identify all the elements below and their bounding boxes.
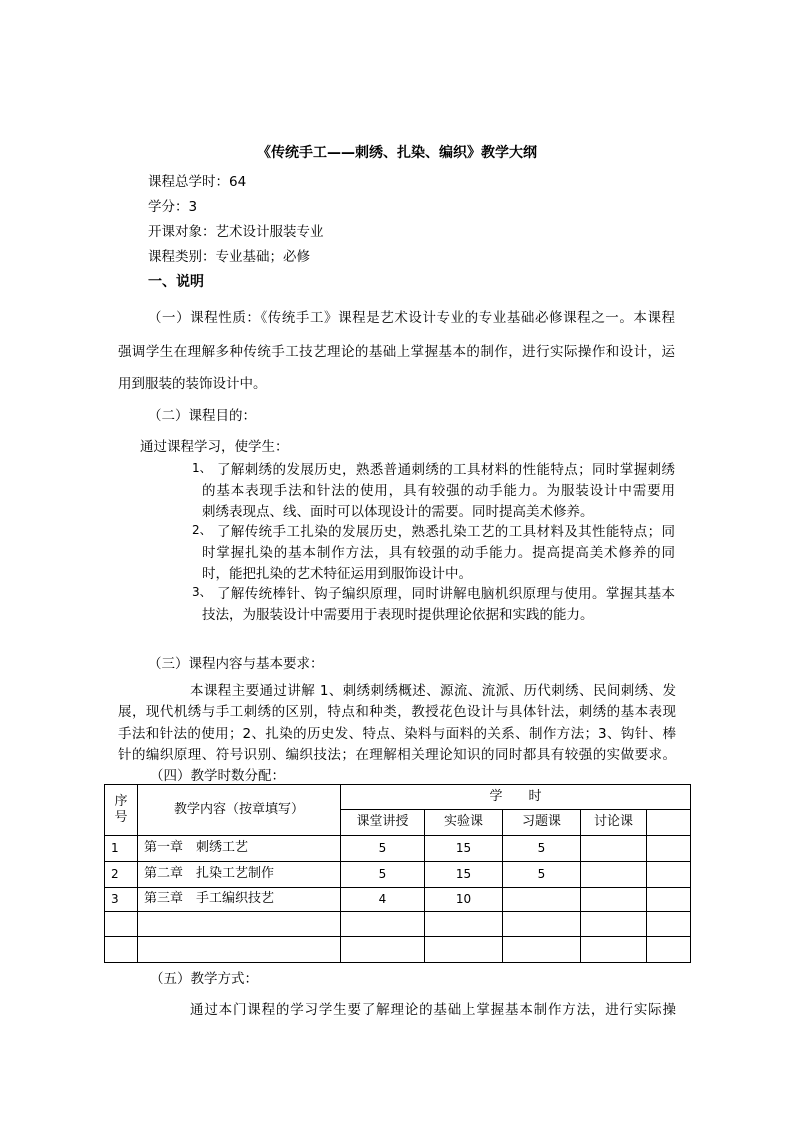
cell-content bbox=[138, 937, 341, 963]
cell-lab bbox=[425, 937, 503, 963]
hours-table-heading: （四）教学时数分配： bbox=[150, 768, 285, 784]
method-heading: （五）教学方式： bbox=[150, 971, 258, 987]
cell-lab: 15 bbox=[425, 862, 503, 888]
cell-lecture: 5 bbox=[341, 862, 425, 888]
nature-line-3: 用到服装的装饰设计中。 bbox=[118, 376, 267, 392]
purpose-item-line: 刺绣表现点、线、面时可以体现设计的需要。同时提高美术修养。 bbox=[202, 504, 594, 520]
header-content: 教学内容（按章填写） bbox=[138, 785, 341, 836]
table-row bbox=[105, 937, 691, 963]
content-line: 本课程主要通过讲解 1、刺绣刺绣概述、源流、流派、历代刺绣、民间刺绣、发 bbox=[190, 683, 676, 699]
document-title: 《传统手工——刺绣、扎染、编织》教学大纲 bbox=[257, 145, 537, 161]
header-lab: 实验课 bbox=[425, 810, 503, 836]
meta-audience: 开课对象：艺术设计服装专业 bbox=[148, 224, 324, 240]
cell-extra bbox=[647, 937, 691, 963]
table-row bbox=[105, 862, 691, 888]
content-line: 手法和针法的使用；2、扎染的历史发、特点、染料与面料的关系、制作方法；3、钩针、棒 bbox=[118, 726, 676, 742]
cell-exercise bbox=[503, 937, 581, 963]
purpose-item-number: 2、 bbox=[192, 523, 212, 537]
header-extra-cell bbox=[647, 810, 691, 836]
content-line: 针的编织原理、符号识别、编织技法；在理解相关理论知识的同时都具有较强的实做要求。 bbox=[118, 747, 676, 763]
cell-discussion bbox=[581, 912, 647, 937]
table-row bbox=[105, 912, 691, 937]
cell-extra bbox=[647, 888, 691, 912]
cell-seq bbox=[105, 912, 138, 937]
cell-lecture bbox=[341, 912, 425, 937]
cell-seq: 2 bbox=[105, 862, 138, 888]
cell-lecture: 5 bbox=[341, 836, 425, 862]
cell-lab bbox=[425, 912, 503, 937]
meta-credits: 学分：3 bbox=[148, 199, 198, 215]
nature-line-1: （一）课程性质：《传统手工》课程是艺术设计专业的专业基础必修课程之一。本课程 bbox=[148, 310, 675, 326]
cell-discussion bbox=[581, 836, 647, 862]
purpose-item-line: 了解刺绣的发展历史，熟悉普通刺绣的工具材料的性能特点；同时掌握刺绣 bbox=[217, 462, 675, 478]
header-exercise: 习题课 bbox=[503, 810, 581, 836]
header-seq: 序号 bbox=[105, 785, 138, 836]
table-row bbox=[105, 888, 691, 912]
purpose-item-line: 时掌握扎染的基本制作方法，具有较强的动手能力。提高提高美术修养的同 bbox=[202, 545, 675, 561]
cell-content: 第三章 手工编织技艺 bbox=[138, 888, 341, 912]
table-row bbox=[105, 836, 691, 862]
cell-discussion bbox=[581, 937, 647, 963]
cell-discussion bbox=[581, 862, 647, 888]
cell-lecture bbox=[341, 937, 425, 963]
cell-extra bbox=[647, 862, 691, 888]
meta-total-hours: 课程总学时：64 bbox=[148, 174, 247, 190]
purpose-item-line: 的基本表现手法和针法的使用，具有较强的动手能力。为服装设计中需要用 bbox=[202, 483, 675, 499]
cell-content: 第二章 扎染工艺制作 bbox=[138, 862, 341, 888]
cell-content: 第一章 刺绣工艺 bbox=[138, 836, 341, 862]
cell-content bbox=[138, 912, 341, 937]
section-heading-description: 一、说明 bbox=[148, 274, 204, 290]
cell-lecture: 4 bbox=[341, 888, 425, 912]
purpose-intro: 通过课程学习，使学生： bbox=[140, 439, 289, 455]
purpose-item-line: 时，能把扎染的艺术特征运用到服饰设计中。 bbox=[202, 566, 472, 582]
cell-exercise: 5 bbox=[503, 862, 581, 888]
content-line: 展，现代机绣与手工刺绣的区别，特点和种类，教授花色设计与具体针法，刺绣的基本表现 bbox=[118, 704, 676, 720]
purpose-item-number: 1、 bbox=[192, 461, 212, 475]
meta-category: 课程类别：专业基础；必修 bbox=[148, 249, 310, 265]
content-heading: （三）课程内容与基本要求： bbox=[148, 656, 324, 672]
cell-seq bbox=[105, 937, 138, 963]
cell-seq: 1 bbox=[105, 836, 138, 862]
cell-exercise bbox=[503, 912, 581, 937]
hours-table bbox=[104, 784, 690, 962]
cell-lab: 10 bbox=[425, 888, 503, 912]
cell-extra bbox=[647, 912, 691, 937]
purpose-item-line: 技法，为服装设计中需要用于表现时提供理论依据和实践的能力。 bbox=[202, 607, 594, 623]
header-hours-group: 学 时 bbox=[341, 785, 691, 810]
method-line: 通过本门课程的学习学生要了解理论的基础上掌握基本制作方法，进行实际操 bbox=[190, 1002, 676, 1018]
cell-seq: 3 bbox=[105, 888, 138, 912]
cell-exercise bbox=[503, 888, 581, 912]
purpose-item-line: 了解传统棒针、钩子编织原理，同时讲解电脑机织原理与使用。掌握其基本 bbox=[217, 586, 675, 602]
purpose-item-number: 3、 bbox=[192, 585, 212, 599]
cell-extra bbox=[647, 836, 691, 862]
header-lecture: 课堂讲授 bbox=[341, 810, 425, 836]
header-discussion: 讨论课 bbox=[581, 810, 647, 836]
nature-line-2: 强调学生在理解多种传统手工技艺理论的基础上掌握基本的制作，进行实际操作和设计，运 bbox=[118, 344, 675, 360]
purpose-item-line: 了解传统手工扎染的发展历史，熟悉扎染工艺的工具材料及其性能特点；同 bbox=[217, 524, 675, 540]
cell-lab: 15 bbox=[425, 836, 503, 862]
cell-exercise: 5 bbox=[503, 836, 581, 862]
purpose-heading: （二）课程目的： bbox=[148, 408, 256, 424]
cell-discussion bbox=[581, 888, 647, 912]
